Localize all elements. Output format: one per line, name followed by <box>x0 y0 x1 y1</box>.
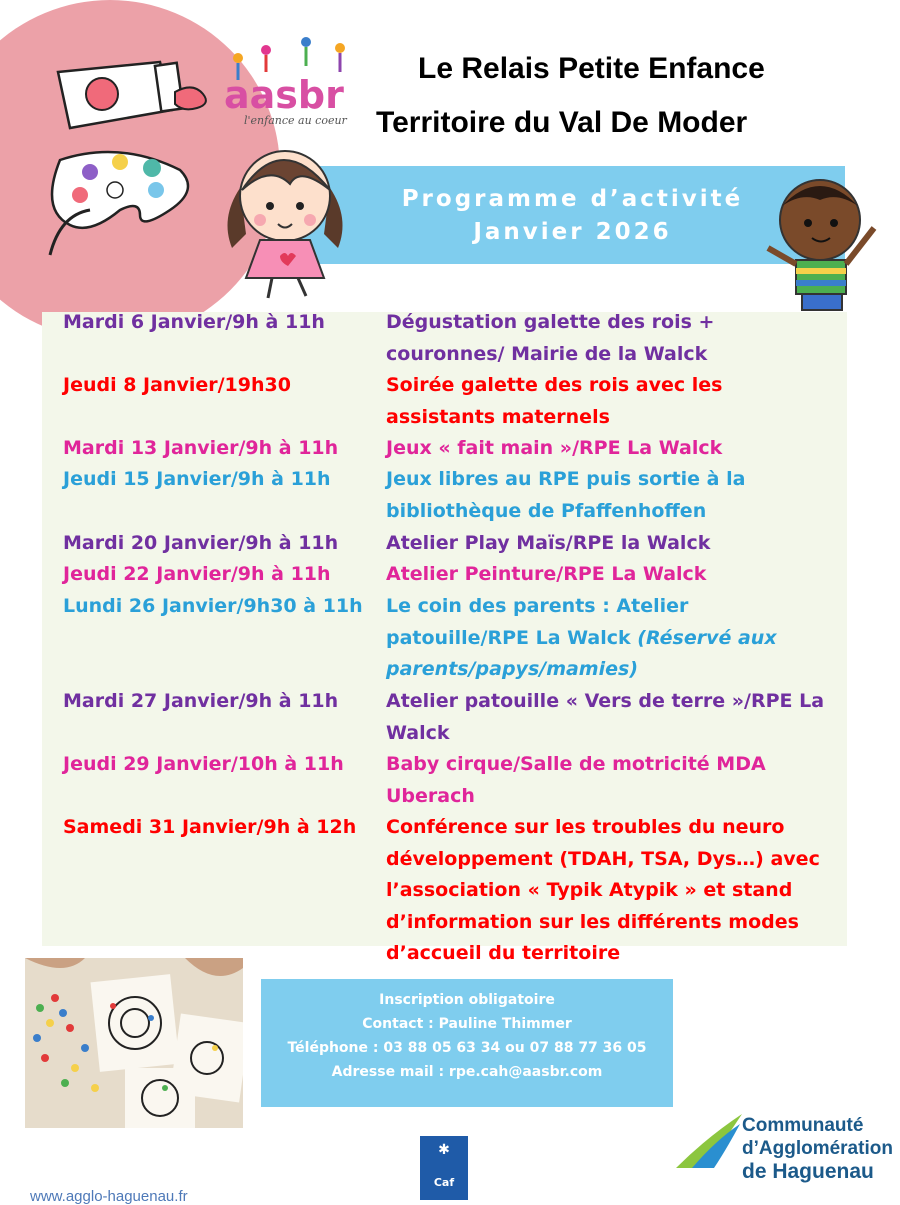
event-date: Mardi 27 Janvier/9h à 11h <box>63 690 339 712</box>
event-date: Jeudi 22 Janvier/9h à 11h <box>63 563 331 585</box>
event-description: Jeux libres au RPE puis sortie à la bibliothèque de Pfaffenhoffen <box>386 468 746 522</box>
event-date: Samedi 31 Janvier/9h à 12h <box>63 816 357 838</box>
banner-title: Programme d’activité <box>401 186 744 212</box>
banner-month: Janvier 2026 <box>473 219 672 245</box>
event-date: Mardi 13 Janvier/9h à 11h <box>63 437 339 459</box>
caf-text: Caf <box>433 1176 455 1189</box>
event-description: Atelier Play Maïs/RPE la Walck <box>386 532 711 554</box>
event-description: Atelier patouille « Vers de terre »/RPE La Walck <box>386 690 825 744</box>
paint-illustration <box>40 50 220 260</box>
event-description: Baby cirque/Salle de motricité MDA Uberach <box>386 753 766 807</box>
event-note: (Réservé aux parents/papys/mamies) <box>386 626 777 680</box>
event-date: Lundi 26 Janvier/9h30 à 11h <box>63 595 363 617</box>
agglo-line3: de Haguenau <box>742 1160 874 1183</box>
agglo-logo-text <box>742 1114 893 1183</box>
contact-name: Contact : Pauline Thimmer <box>362 1016 572 1032</box>
event-description: Conférence sur les troubles du neuro développement (TDAH, TSA, Dys…) avec l’association « Typik Atypik » et stand d’information sur les différents modes d’accueil du territoire <box>386 816 820 964</box>
logo-text: aasbr <box>224 73 344 117</box>
activity-photo <box>25 958 243 1128</box>
contact-phone: Téléphone : 03 88 05 63 34 ou 07 88 77 36 05 <box>287 1040 647 1056</box>
girl-illustration <box>220 128 350 303</box>
caf-logo <box>420 1136 468 1200</box>
registration-note: Inscription obligatoire <box>379 992 555 1008</box>
page-title-line2: Territoire du Val De Moder <box>376 106 748 139</box>
caf-emblem-icon: ✱ <box>438 1142 450 1158</box>
event-date: Jeudi 8 Janvier/19h30 <box>63 374 291 396</box>
logo-tagline: l'enfance au coeur <box>244 114 347 127</box>
boy-illustration <box>750 168 890 328</box>
event-description: Dégustation galette des rois + couronnes/ Mairie de la Walck <box>386 311 715 365</box>
agglo-swoosh-icon <box>672 1112 744 1172</box>
event-date: Jeudi 29 Janvier/10h à 11h <box>63 753 344 775</box>
event-description: Soirée galette des rois avec les assistants maternels <box>386 374 723 428</box>
event-description-text: Le coin des parents : Atelier patouille/RPE La Walck <box>386 595 689 649</box>
event-date: Mardi 20 Janvier/9h à 11h <box>63 532 339 554</box>
page-title-line1: Le Relais Petite Enfance <box>418 52 765 85</box>
contact-email: Adresse mail : rpe.cah@aasbr.com <box>331 1064 603 1080</box>
event-description: Jeux « fait main »/RPE La Walck <box>386 437 723 459</box>
paint-tube-icon <box>58 62 206 128</box>
event-description: Atelier Peinture/RPE La Walck <box>386 563 707 585</box>
event-description <box>386 591 826 686</box>
event-date: Mardi 6 Janvier/9h à 11h <box>63 311 325 333</box>
palette-icon <box>50 152 188 255</box>
agglo-line1: Communauté <box>742 1115 864 1136</box>
contact-box <box>261 979 673 1107</box>
website-link[interactable]: www.agglo-haguenau.fr <box>30 1188 188 1205</box>
agglo-line2: d’Agglomération <box>742 1138 893 1159</box>
aasbr-logo <box>218 32 368 127</box>
event-date: Jeudi 15 Janvier/9h à 11h <box>63 468 331 490</box>
